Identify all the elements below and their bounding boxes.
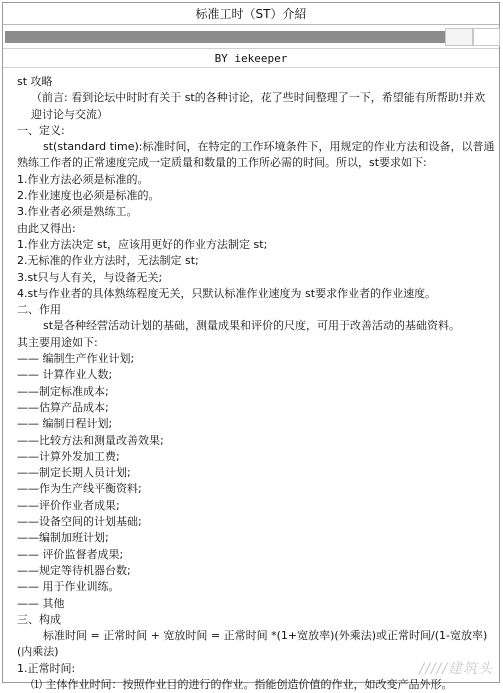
list-item: 1.作业方法必须是标准的。 (17, 172, 149, 186)
document-frame (2, 2, 500, 691)
author-byline: BY iekeeper (3, 48, 499, 68)
header-bar (5, 31, 445, 43)
watermark-logo: /////建筑头 (419, 661, 493, 677)
section-title: 一、定义: (17, 123, 65, 137)
section-title: 二、作用 (17, 303, 61, 317)
list-item: ——计算外发加工费; (17, 449, 120, 463)
list-item: —— 编制生产作业计划; (17, 352, 135, 366)
header-cell (473, 28, 500, 46)
article-heading: st 攻略 (17, 75, 53, 88)
list-item: 4.st与作业者的具体熟练程度无关，只默认标准作业速度为 st要求作业者的作业速度。 (17, 286, 437, 300)
section-title: 三、构成 (17, 612, 61, 626)
list-item: —— 其他 (17, 596, 65, 610)
list-item: ——制定标准成本; (17, 384, 109, 398)
function-text: st是各种经营活动计划的基础，测量成果和评价的尺度，可用于改善活动的基础资料。 (43, 319, 461, 333)
list-item: ⑴ 主体作业时间：按照作业目的进行的作业。指能创造价值的作业，如改变产品外形。 (31, 677, 453, 691)
sub-heading: 其主要用途如下: (17, 335, 98, 349)
definition-text: st(standard time):标准时间，在特定的工作环境条件下，用规定的作业方法和设备，以普通熟练工作者的正常速度完成一定质量和数量的工作所必需的时间。所以，st要求如下: (17, 140, 495, 170)
list-item: —— 用于作业训练。 (17, 580, 120, 594)
header-band (3, 28, 499, 46)
list-item: ——估算产品成本; (17, 400, 109, 414)
list-item: ——规定等待机器台数; (17, 563, 131, 577)
list-item: ——制定长期人员计划; (17, 466, 131, 480)
list-item: 3.作业者必须是熟练工。 (17, 205, 138, 219)
list-item: ——编制加班计划; (17, 531, 109, 545)
preface: （前言: 看到论坛中时时有关于 st的各种讨论，花了些时间整理了一下，希望能有所帮助!并欢迎讨论与交流） (31, 91, 486, 121)
list-item: —— 编制日程计划; (17, 417, 113, 431)
list-item: ——评价作业者成果; (17, 498, 120, 512)
article-body (3, 68, 499, 693)
list-item: 2.无标准的作业方法时，无法制定 st; (17, 254, 199, 268)
list-item: ——比较方法和测量改善效果; (17, 433, 164, 447)
list-item: 1.作业方法决定 st，应该用更好的作业方法制定 st; (17, 237, 268, 251)
list-item: —— 评价监督者成果; (17, 547, 124, 561)
list-item: 2.作业速度也必须是标准的。 (17, 189, 160, 203)
list-item: ——设备空间的计划基础; (17, 515, 142, 529)
list-item: 3.st只与人有关，与设备无关; (17, 270, 163, 284)
header-cell (445, 28, 473, 46)
sub-heading: 1.正常时间: (17, 661, 76, 675)
sub-heading: 由此又得出: (17, 221, 76, 235)
list-item: ——作为生产线平衡资料; (17, 482, 142, 496)
formula-text: 标准时间 = 正常时间 + 宽放时间 = 正常时间 *(1+宽放率)(外乘法)或正常时间/(1-宽放率)(内乘法) (17, 629, 488, 659)
list-item: —— 计算作业人数; (17, 368, 113, 382)
page-title: 标准工时（ST）介紹 (3, 3, 499, 25)
